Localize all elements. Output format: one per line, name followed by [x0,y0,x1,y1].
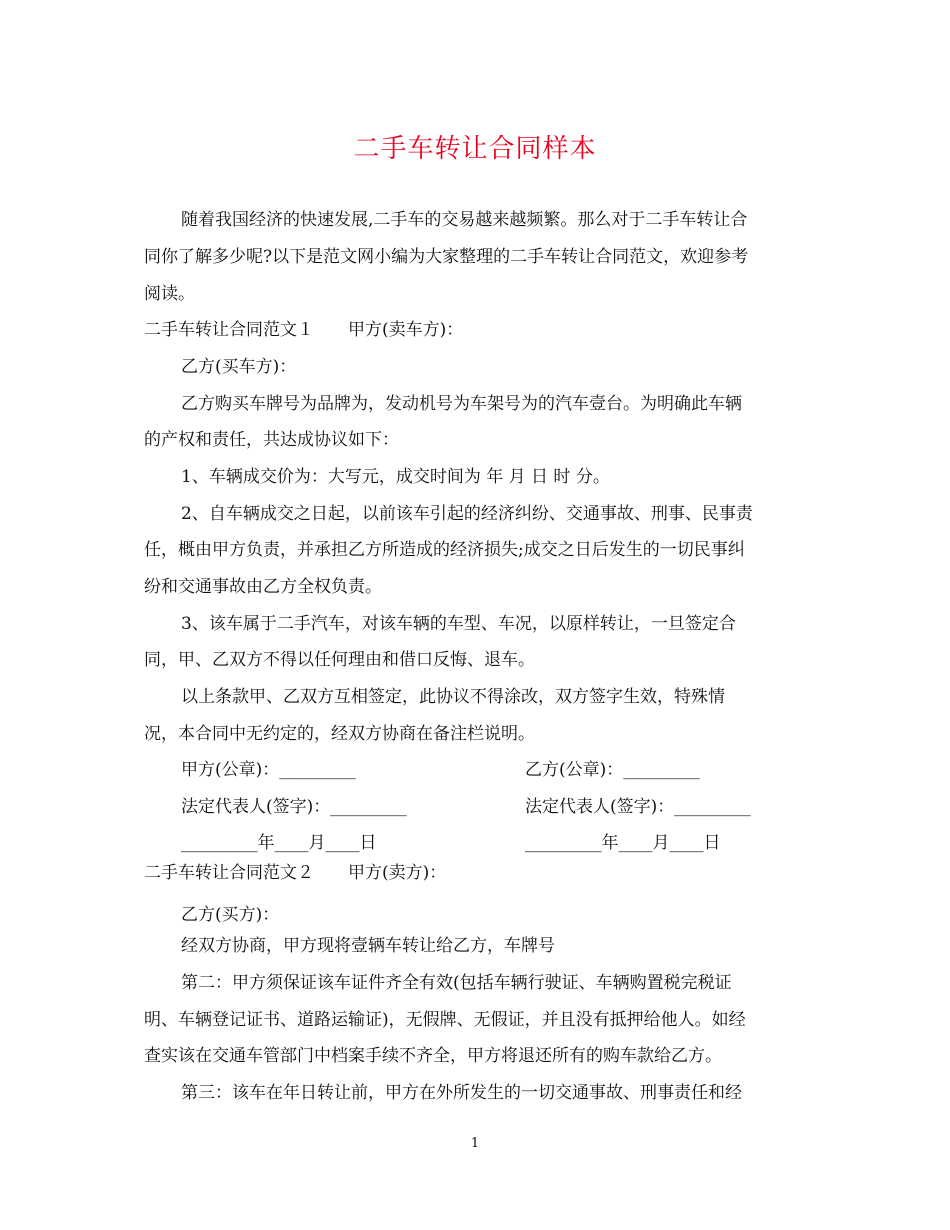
sample1-item1: 1、车辆成交价为：大写元，成交时间为 年 月 日 时 分。 [181,467,610,487]
sample1-item3-line-1: 3、该车属于二手汽车，对该车辆的车型、车况，以原样转让，一旦签定合 [181,614,736,634]
sign-party-b-representative: 法定代表人(签字)：_________ [525,797,751,817]
sample2-heading: 二手车转让合同范文２ [144,863,314,883]
sample1-para1-line-2: 的产权和责任，共达成协议如下： [144,430,399,450]
sample2-third: 第三：该车在年日转让前，甲方在外所发生的一切交通事故、刑事责任和经 [181,1083,742,1103]
sample2-second-line-2: 明、车辆登记证书、道路运输证)，无假牌、无假证，并且没有抵押给他人。如经 [144,1010,746,1030]
sample1-closing-line-1: 以上条款甲、乙双方互相签定，此协议不得涂改，双方签字生效，特殊情 [181,687,725,707]
sample1-closing-line-2: 况，本合同中无约定的，经双方协商在备注栏说明。 [144,724,535,744]
intro-line-2: 同你了解多少呢?以下是范文网小编为大家整理的二手车转让合同范文，欢迎参考 [144,247,749,267]
intro-line-3: 阅读。 [144,284,195,304]
sample2-party-a: 甲方(卖方)： [348,863,447,883]
sign-party-b-date: _________年____月____日 [525,833,721,853]
sign-party-a-representative: 法定代表人(签字)：_________ [181,797,407,817]
sample2-second-line-1: 第二：甲方须保证该车证件齐全有效(包括车辆行驶证、车辆购置税完税证 [181,973,732,993]
sample1-item2-line-3: 纷和交通事故由乙方全权负责。 [144,577,382,597]
sample1-party-a: 甲方(卖车方)： [348,320,464,340]
sample1-heading-line [144,318,463,342]
page-number: 1 [470,1136,480,1151]
sign-party-a-date: _________年____月____日 [181,833,377,853]
sample1-heading: 二手车转让合同范文１ [144,320,314,340]
sample1-para1-line-1: 乙方购买车牌号为品牌为，发动机号为车架号为的汽车壹台。为明确此车辆 [181,394,742,414]
page-title: 二手车转让合同样本 [353,134,597,164]
intro-line-1: 随着我国经济的快速发展,二手车的交易越来越频繁。那么对于二手车转让合 [181,210,748,230]
sample1-item2-line-2: 任，概由甲方负责，并承担乙方所造成的经济损失;成交之日后发生的一切民事纠 [144,540,745,560]
sample2-second-line-3: 查实该在交通车管部门中档案手续不齐全，甲方将退还所有的购车款给乙方。 [144,1046,722,1066]
sample1-item3-line-2: 同，甲、乙双方不得以任何理由和借口反悔、退车。 [144,650,535,670]
sample2-heading-line [144,861,446,885]
sign-party-b-seal: 乙方(公章)：_________ [525,760,700,780]
sign-party-a-seal: 甲方(公章)：_________ [181,760,356,780]
sample1-item2-line-1: 2、自车辆成交之日起，以前该车引起的经济纠纷、交通事故、刑事、民事责 [181,504,753,524]
sample1-party-b: 乙方(买车方)： [181,357,297,377]
sample2-party-b: 乙方(买方)： [181,905,280,925]
sample2-para1: 经双方协商，甲方现将壹辆车转让给乙方，车牌号 [181,936,555,956]
